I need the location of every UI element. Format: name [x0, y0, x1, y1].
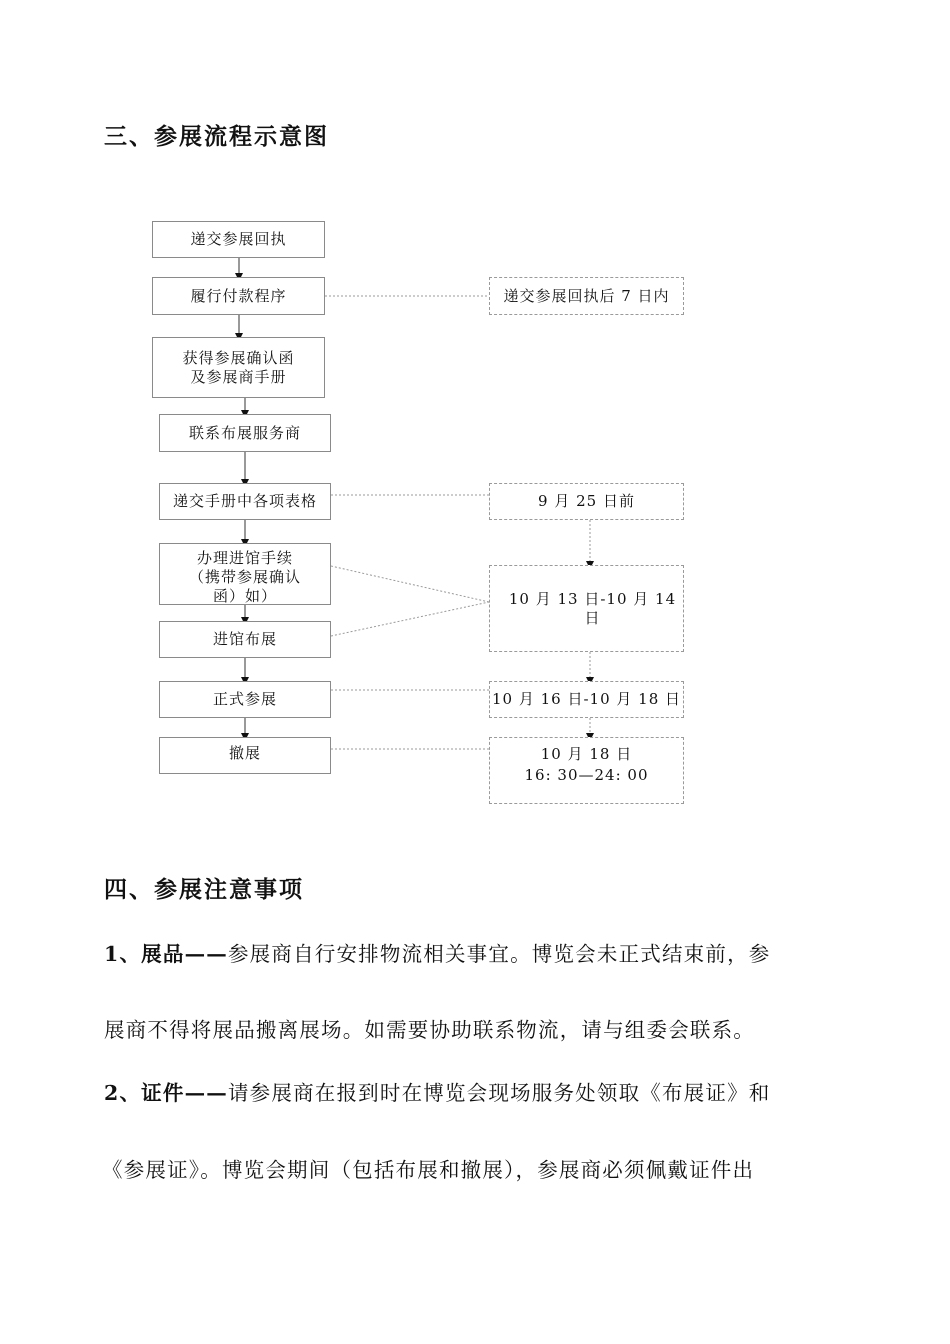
- flow-note-oct-16-18: [489, 681, 684, 718]
- flow-note-label-line2: 16: 30—24: 00: [524, 766, 649, 784]
- flow-step-setup: [159, 621, 331, 658]
- notice-badges-line1: [104, 1076, 770, 1106]
- flow-note-label-line1: 10 月 18 日: [540, 745, 633, 763]
- flow-note-sep-25: [489, 483, 684, 520]
- flow-step-payment: [152, 277, 325, 315]
- notice-exhibits-lead: 1、展品——: [104, 942, 228, 966]
- flow-note-label: 递交参展回执后 7 日内: [503, 286, 670, 305]
- flow-step-label-line1: 获得参展确认函: [182, 348, 295, 367]
- flow-step-label: 正式参展: [212, 690, 277, 708]
- link-step6-note3: [331, 566, 489, 602]
- section-heading-flowchart: 三、参展流程示意图: [104, 123, 329, 150]
- link-step7-note3: [331, 602, 489, 636]
- flow-note-label: 10 月 16 日-10 月 18 日: [491, 690, 682, 708]
- flow-note-label: 10 月 13 日-10 月 14 日: [508, 589, 677, 627]
- notice-exhibits-line2: 展商不得将展品搬离展场。如需要协助联系物流，请与组委会联系。: [104, 1018, 755, 1042]
- notice-exhibits-line1: [104, 937, 770, 967]
- notice-exhibits-text1: 参展商自行安排物流相关事宜。博览会未正式结束前，参: [227, 942, 771, 966]
- flow-note-oct-13-14: [489, 565, 684, 652]
- flow-step-label-line1: 办理进馆手续: [196, 548, 293, 567]
- flow-step-label: 履行付款程序: [190, 286, 287, 305]
- flow-step-submit-receipt: [152, 221, 325, 258]
- flow-step-label: 进馆布展: [212, 630, 277, 648]
- flow-step-label: 撤展: [228, 744, 261, 762]
- flow-step-confirmation: [152, 337, 325, 398]
- notice-badges-text1: 请参展商在报到时在博览会现场服务处领取《布展证》和: [227, 1081, 771, 1105]
- section-heading-notes: 四、参展注意事项: [104, 876, 304, 903]
- flow-step-contact-contractor: [159, 414, 331, 452]
- flow-step-label-line2: （携带参展确认: [188, 567, 301, 586]
- flow-step-label-line2: 及参展商手册: [190, 367, 287, 386]
- flow-step-label-line3: 函）如）: [212, 586, 277, 605]
- flow-step-dismantle: [159, 737, 331, 774]
- flow-step-label: 递交手册中各项表格: [172, 492, 317, 510]
- flow-note-label: 9 月 25 日前: [538, 492, 635, 510]
- notice-badges-lead: 2、证件——: [104, 1081, 228, 1105]
- flow-step-entry-procedure: [159, 543, 331, 605]
- flow-step-submit-forms: [159, 483, 331, 520]
- flow-step-label: 联系布展服务商: [188, 423, 301, 442]
- flow-step-label: 递交参展回执: [190, 230, 287, 248]
- flow-note-oct-18-time: [489, 737, 684, 804]
- flow-note-within-7-days: [489, 277, 684, 315]
- flow-step-exhibit: [159, 681, 331, 718]
- notice-badges-line2: 《参展证》。博览会期间（包括布展和撤展），参展商必须佩戴证件出: [102, 1158, 755, 1182]
